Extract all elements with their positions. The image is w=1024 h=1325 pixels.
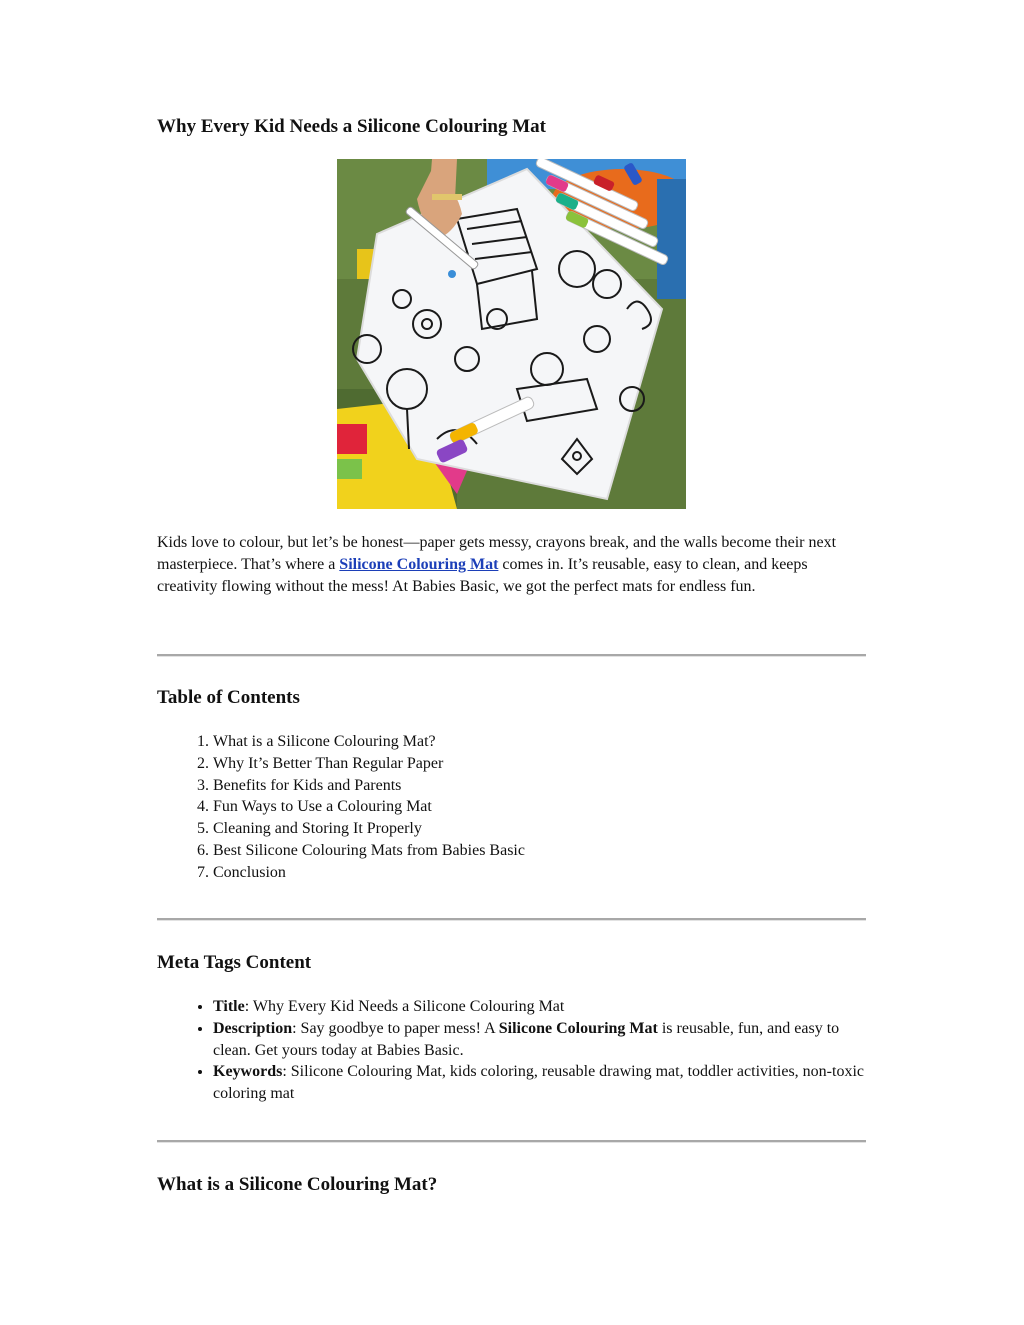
toc-item[interactable]: 7. Conclusion — [213, 862, 866, 884]
article-title: Why Every Kid Needs a Silicone Colouring Mat — [157, 116, 546, 137]
meta-heading: Meta Tags Content — [157, 952, 312, 973]
toc-item[interactable]: 6. Best Silicone Colouring Mats from Babies Basic — [213, 840, 866, 862]
meta-keywords-item — [213, 1061, 866, 1105]
intro-text-after: comes in. It’s reusable, easy to clean, and keeps creativity flowing without the mess! At Babies Basic, we got the perfect mats for endless fun. — [157, 555, 808, 595]
meta-description-bold: Silicone Colouring Mat — [498, 1019, 658, 1037]
toc-heading: Table of Contents — [157, 687, 300, 708]
toc-item[interactable]: 2. Why It’s Better Than Regular Paper — [213, 753, 866, 775]
meta-list — [157, 996, 866, 1105]
meta-title-label: Title — [213, 998, 245, 1015]
colouring-mat-illustration — [337, 159, 686, 509]
meta-description-post: is reusable, fun, and easy to clean. Get yours today at Babies Basic. — [213, 1019, 840, 1059]
intro-paragraph — [157, 532, 866, 597]
toc-item[interactable]: 5. Cleaning and Storing It Properly — [213, 818, 866, 840]
next-section-heading: What is a Silicone Colouring Mat? — [157, 1174, 438, 1195]
meta-keywords-label: Keywords — [213, 1063, 283, 1081]
meta-description-pre: : Say goodbye to paper mess! A — [292, 1019, 499, 1037]
silicone-colouring-mat-link[interactable]: Silicone Colouring Mat — [339, 555, 499, 573]
meta-keywords-value: : Silicone Colouring Mat, kids coloring, reusable drawing mat, toddler activities, non-toxic coloring mat — [213, 1063, 864, 1103]
hero-image — [337, 159, 686, 509]
toc-item[interactable]: 1. What is a Silicone Colouring Mat? — [213, 731, 866, 753]
toc-item[interactable]: 3. Benefits for Kids and Parents — [213, 775, 866, 797]
intro-text-before: Kids love to colour, but let’s be honest—paper gets messy, crayons break, and the walls become their next masterpiece. That’s where a — [157, 534, 837, 573]
meta-title-item — [213, 996, 866, 1018]
section-divider — [157, 1140, 866, 1143]
toc-item[interactable]: 4. Fun Ways to Use a Colouring Mat — [213, 796, 866, 818]
meta-description-item — [213, 1018, 866, 1062]
section-divider — [157, 918, 866, 921]
section-divider — [157, 654, 866, 657]
meta-description-label: Description — [213, 1019, 293, 1037]
toc-list — [157, 731, 866, 884]
meta-title-value: : Why Every Kid Needs a Silicone Colouring Mat — [244, 998, 565, 1015]
